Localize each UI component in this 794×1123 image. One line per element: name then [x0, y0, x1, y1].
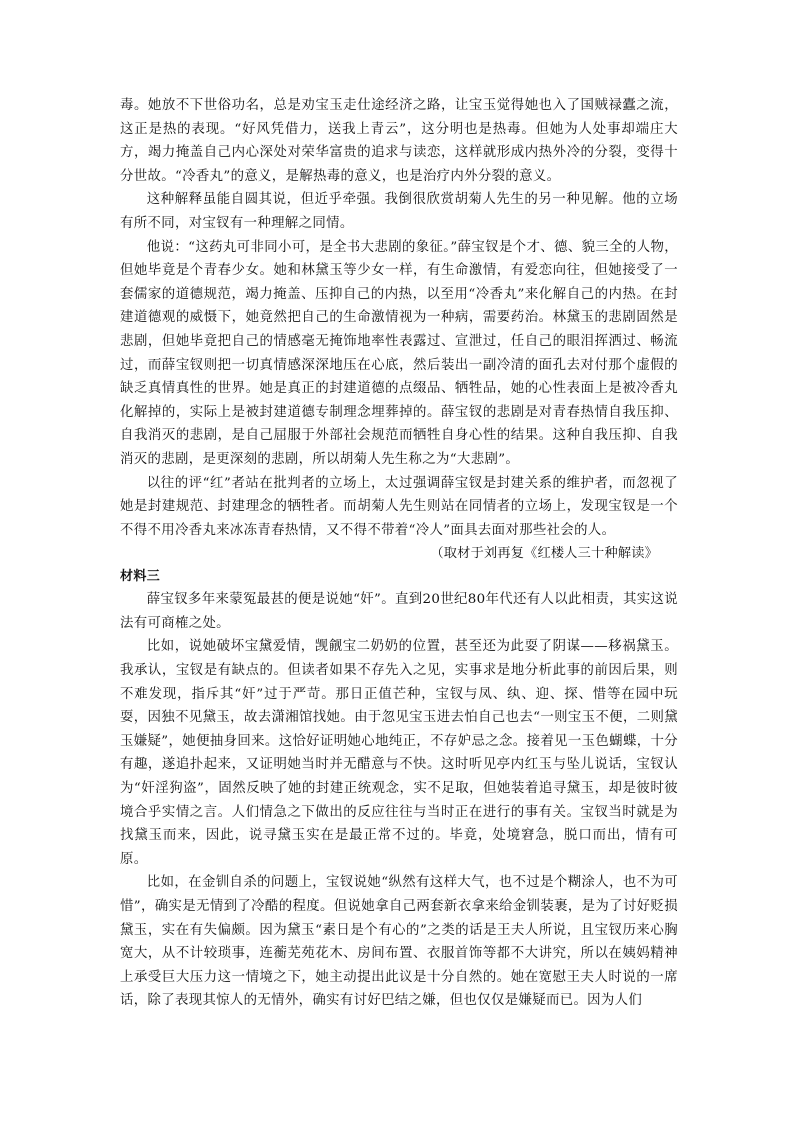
- document-body: [120, 94, 678, 1013]
- source-citation: （取材于刘再复《红楼人三十种解读》: [430, 546, 658, 562]
- paragraph-4: 以往的评“红”者站在批判者的立场上，太过强调薛宝钗是封建关系的维护者，而忽视了她是封建规范、封建理念的牺牲者。而胡菊人先生则站在同情者的立场上，发现宝钗是一个不得不用冷香丸来冰冻青春热情，又不得不带着“冷人”面具去面对那些社会的人。: [120, 475, 678, 538]
- section-heading: 材料三: [120, 569, 161, 585]
- paragraph-3: 他说：“这药丸可非同小可，是全书大悲剧的象征。”薛宝钗是个才、德、貌三全的人物，但她毕竟是个青春少女。她和林黛玉等少女一样，有生命激情，有爱恋向往，但她接受了一套儒家的道德规范，竭力掩盖、压抑自己的内热，以至用“冷香丸”来化解自己的内热。在封建道德观的威慑下，她竟然把自己的生命激情视为一种病，需要药治。林黛玉的悲剧固然是悲剧，但她毕竟把自己的情感毫无掩饰地率性表露过、宣泄过，任自己的眼泪挥洒过、畅流过，而薛宝钗则把一切真情感深深地压在心底，然后装出一副冷清的面孔去对付那个虚假的缺乏真情真性的世界。她是真正的封建道德的点缀品、牺牲品，她的心性表面上是被冷香丸化解掉的，实际上是被封建道德专制理念埋葬掉的。薛宝钗的悲剧是对青春热情自我压抑、自我消灭的悲剧，是自己屈服于外部社会规范而牺牲自身心性的结果。这种自我压抑、自我消灭的悲剧，是更深刻的悲剧，所以胡菊人先生称之为“大悲剧”。: [120, 239, 678, 467]
- paragraph-2: 这种解释虽能自圆其说，但近乎牵强。我倒很欣赏胡菊人先生的另一种见解。他的立场有所不同，对宝钗有一种理解之同情。: [120, 192, 678, 231]
- paragraph-5: 薛宝钗多年来蒙冤最甚的便是说她“奸”。直到20世纪80年代还有人以此相责，其实这说法有可商榷之处。: [120, 592, 678, 631]
- paragraph-6: 比如，说她破坏宝黛爱情，觊觎宝二奶奶的位置，甚至还为此耍了阴谋——移祸黛玉。我承认，宝钗是有缺点的。但读者如果不存先入之见，实事求是地分析此事的前因后果，则不难发现，指斥其“奸”过于严苛。那日正值芒种，宝钗与凤、纨、迎、探、惜等在园中玩耍，因独不见黛玉，故去潇湘馆找她。由于忽见宝玉进去怕自己也去“一则宝玉不便，二则黛玉嫌疑”，她便抽身回来。这恰好证明她心地纯正，不存妒忌之念。接着见一玉色蝴蝶，十分有趣，遂追扑起来，又证明她当时并无醋意与不快。这时听见亭内红玉与坠儿说话，宝钗认为“奸淫狗盗”，固然反映了她的封建正统观念，实不足取，但她装着追寻黛玉，却是彼时彼境合乎实情之言。人们情急之下做出的反应往往与当时正在进行的事有关。宝钗当时就是为找黛玉而来，因此，说寻黛玉实在是最正常不过的。毕竟，处境窘急，脱口而出，情有可原。: [120, 639, 679, 867]
- paragraph-7: 比如，在金钏自杀的问题上，宝钗说她“纵然有这样大气，也不过是个糊涂人，也不为可惜”，确实是无情到了冷酷的程度。但说她拿自己两套新衣拿来给金钏装裹，是为了讨好贬损黛玉，实在有失偏颇。因为黛玉“素日是个有心的”之类的话是王夫人所说，且宝钗历来心胸宽大，从不计较琐事，连蘅芜苑花木、房间布置、衣服首饰等都不大讲究，所以在姨妈精神上承受巨大压力这一情境之下，她主动提出此议是十分自然的。她在宽慰王夫人时说的一席话，除了表现其惊人的无情外，确实有讨好巴结之嫌，但也仅仅是嫌疑而已。因为人们: [120, 875, 678, 1009]
- paragraph-1: 毒。她放不下世俗功名，总是劝宝玉走仕途经济之路，让宝玉觉得她也入了国贼禄蠹之流，这正是热的表现。“好风凭借力，送我上青云”，这分明也是热毒。但她为人处事却端庄大方，竭力掩盖自己内心深处对荣华富贵的追求与读恋，这样就形成内热外冷的分裂，变得十分世故。“冷香丸”的意义，是解热毒的意义，也是治疗内外分裂的意义。: [120, 98, 678, 184]
